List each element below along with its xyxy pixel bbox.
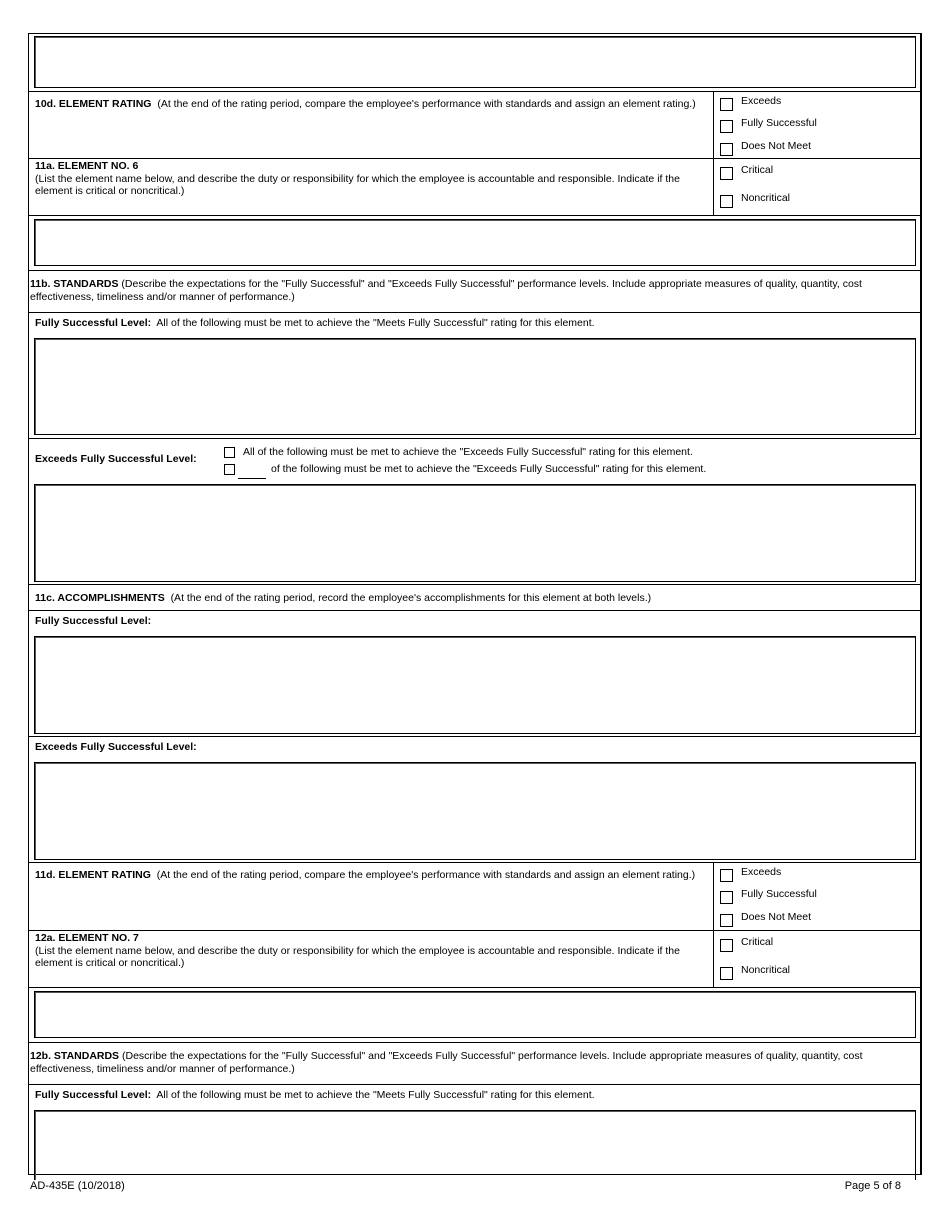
checkbox[interactable] [720,891,733,904]
noncritical-option-11a[interactable]: Noncritical [720,193,790,209]
section-11c-desc: (At the end of the rating period, record the employee's accomplishments for this element at both levels.) [170,592,652,604]
checkbox[interactable] [720,98,733,111]
section-10d [29,91,920,158]
section-10d-desc: (At the end of the rating period, compare the employee's performance with standards and assign an element rating.) [157,98,696,110]
section-11b [29,270,920,312]
page-number: Page 5 of 8 [844,1180,901,1192]
accomp-fully-successful-field[interactable] [34,636,916,734]
checkbox[interactable] [720,869,733,882]
fully-successful-level-12b: Fully Successful Level: All of the following must be met to achieve the "Meets Fully Successful" rating for this element. [29,1084,920,1174]
checkbox[interactable] [720,167,733,180]
form-page [28,33,922,1175]
section-11b-desc: (Describe the expectations for the "Fully Successful" and "Exceeds Fully Successful" performance levels. Include appropriate measures of quality, quantity, cost effectiveness, timeliness and/or manner of performance.) [30,278,862,303]
accomp-exceeds: Exceeds Fully Successful Level: [29,736,920,862]
accomp-fully-successful: Fully Successful Level: [29,610,920,736]
checkbox[interactable] [720,143,733,156]
section-11d-title: 11d. ELEMENT RATING [35,869,151,881]
section-12a-desc: (List the element name below, and describe the duty or responsibility for which the employee is accountable and responsible. Indicate if the element is critical or noncritical.) [35,944,680,969]
checkbox[interactable] [720,967,733,980]
critical-options-12a [713,931,920,987]
accomp-exceeds-field[interactable] [34,762,916,860]
rating-exceeds-11d[interactable]: Exceeds [720,867,781,883]
section-11d [29,862,920,930]
element-6-text-field[interactable] [34,219,916,266]
critical-options-11a [713,159,920,215]
fully-successful-standards-field[interactable] [34,338,916,435]
section-12b-desc: (Describe the expectations for the "Fully Successful" and "Exceeds Fully Successful" performance levels. Include appropriate measures of quality, quantity, cost effectiveness, timeliness and/or manner of performance.) [30,1050,863,1075]
exceeds-all-checkbox[interactable] [224,447,235,458]
checkbox[interactable] [720,195,733,208]
fully-successful-standards-field-12b[interactable] [34,1110,916,1180]
fully-successful-level-11b: Fully Successful Level: All of the following must be met to achieve the "Meets Fully Successful" rating for this element. [29,312,920,438]
form-id: AD-435E (10/2018) [30,1180,125,1192]
exceeds-level-11b: Exceeds Fully Successful Level: All of the following must be met to achieve the "Exceeds Fully Successful" rating for this element. of the following must be met to achieve the "Exceeds Fully Successful" rating for this element. [29,438,920,584]
section-12a [29,930,920,987]
section-11a-desc: (List the element name below, and describe the duty or responsibility for which the employee is accountable and responsible. Indicate if the element is critical or noncritical.) [35,172,680,197]
exceeds-count-field[interactable] [238,468,266,479]
element-7-text-field[interactable] [34,991,916,1038]
rating-does-not-meet-11d[interactable]: Does Not Meet [720,912,811,928]
section-11c-title: 11c. ACCOMPLISHMENTS [35,592,165,604]
rating-exceeds-10d[interactable]: Exceeds [720,96,781,112]
section-11c [29,584,920,610]
checkbox[interactable] [720,914,733,927]
section-11a-title: 11a. ELEMENT NO. 6 [35,160,139,172]
rating-fully-successful-11d[interactable]: Fully Successful [720,889,817,905]
element-5-text-field[interactable] [34,36,916,88]
rating-options-11d [713,863,920,930]
section-11b-title: 11b. STANDARDS [30,278,119,290]
rating-fully-successful-10d[interactable]: Fully Successful [720,118,817,134]
rating-options-10d [713,92,920,158]
section-11d-desc: (At the end of the rating period, compare the employee's performance with standards and assign an element rating.) [156,869,696,881]
exceeds-some-checkbox[interactable] [224,464,235,475]
checkbox[interactable] [720,120,733,133]
critical-option-12a[interactable]: Critical [720,937,773,953]
critical-option-11a[interactable]: Critical [720,165,773,181]
section-12a-title: 12a. ELEMENT NO. 7 [35,932,139,944]
rating-does-not-meet-10d[interactable]: Does Not Meet [720,141,811,157]
section-11a [29,158,920,215]
section-12b-title: 12b. STANDARDS [30,1050,120,1062]
section-10d-title: 10d. ELEMENT RATING [35,98,152,110]
noncritical-option-12a[interactable]: Noncritical [720,965,790,981]
checkbox[interactable] [720,939,733,952]
exceeds-standards-field[interactable] [34,484,916,582]
section-12b [29,1042,920,1084]
